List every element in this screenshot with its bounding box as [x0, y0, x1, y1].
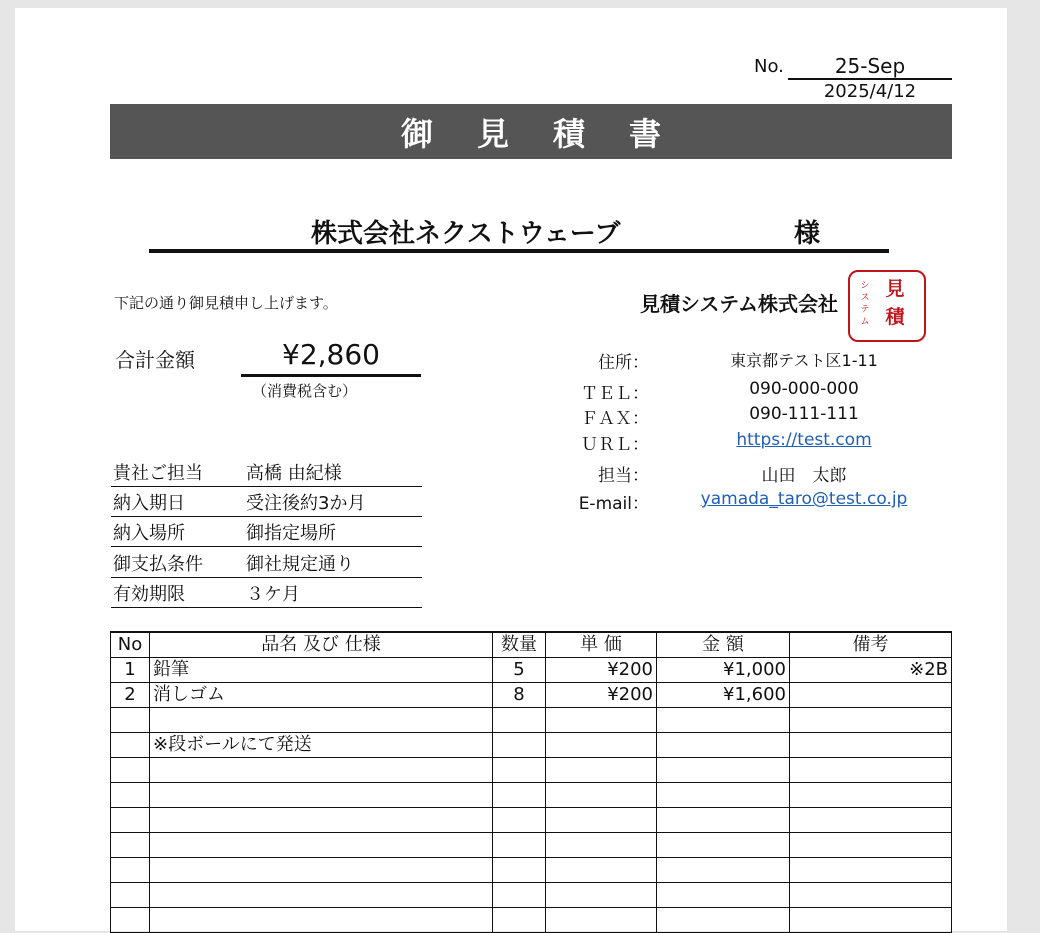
- remarks-cell: [790, 858, 952, 883]
- condition-row: [111, 486, 422, 517]
- condition-label: 御支払条件: [113, 554, 203, 575]
- table-row: [111, 808, 952, 833]
- table-row: [111, 658, 952, 683]
- row-no-cell: [111, 908, 150, 933]
- row-no-cell: [111, 783, 150, 808]
- unit-price-cell: [546, 883, 657, 908]
- table-row: [111, 758, 952, 783]
- intro-text: 下記の通り御見積申し上げます。: [114, 294, 338, 312]
- doc-number: 25-Sep: [788, 54, 952, 80]
- condition-value: 高橋 由紀様: [246, 463, 342, 484]
- doc-number-label: No.: [754, 56, 784, 77]
- email-link[interactable]: yamada_taro@test.co.jp: [700, 489, 908, 509]
- table-row: [111, 683, 952, 708]
- items-table: [110, 631, 952, 933]
- url-label: ＵＲＬ：: [581, 435, 649, 455]
- fax-value: 090-111-111: [749, 404, 859, 424]
- tel-value: 090-000-000: [749, 379, 859, 399]
- quantity-cell: [493, 783, 546, 808]
- remarks-cell: [790, 808, 952, 833]
- address-label: 住所：: [598, 353, 649, 373]
- row-no-cell: [111, 833, 150, 858]
- issue-date: 2025/4/12: [823, 81, 917, 102]
- unit-price-cell: ¥200: [546, 683, 657, 708]
- unit-price-cell: [546, 908, 657, 933]
- address-value: 東京都テスト区1-11: [730, 351, 878, 370]
- condition-label: 貴社ご担当: [113, 463, 203, 484]
- unit-price-cell: [546, 783, 657, 808]
- item-name-cell: [150, 858, 493, 883]
- amount-cell: [657, 883, 790, 908]
- contact-name: 山田 太郎: [761, 466, 847, 486]
- quantity-cell: [493, 908, 546, 933]
- condition-label: 納入期日: [113, 493, 185, 514]
- quantity-cell: [493, 883, 546, 908]
- quantity-cell: 5: [493, 658, 546, 683]
- table-row: [111, 733, 952, 758]
- quantity-cell: [493, 708, 546, 733]
- remarks-cell: [790, 683, 952, 708]
- table-row: [111, 908, 952, 933]
- quantity-cell: [493, 858, 546, 883]
- item-name-cell: [150, 708, 493, 733]
- quantity-cell: [493, 833, 546, 858]
- header-no: No: [111, 632, 150, 658]
- quantity-cell: 8: [493, 683, 546, 708]
- item-name-cell: [150, 808, 493, 833]
- unit-price-cell: [546, 708, 657, 733]
- amount-cell: [657, 833, 790, 858]
- unit-price-cell: [546, 758, 657, 783]
- unit-price-cell: [546, 808, 657, 833]
- unit-price-cell: [546, 833, 657, 858]
- condition-value: 御社規定通り: [246, 554, 354, 575]
- row-no-cell: [111, 883, 150, 908]
- company-seal-stamp: [848, 270, 926, 342]
- table-row: [111, 783, 952, 808]
- quantity-cell: [493, 808, 546, 833]
- row-no-cell: [111, 858, 150, 883]
- client-name: 株式会社ネクストウェーブ: [311, 219, 621, 249]
- item-name-cell: 消しゴム: [150, 683, 493, 708]
- amount-cell: [657, 808, 790, 833]
- item-name-cell: [150, 883, 493, 908]
- condition-value: 受注後約3か月: [246, 493, 366, 514]
- condition-row: [111, 547, 422, 578]
- remarks-cell: [790, 783, 952, 808]
- amount-cell: ¥1,000: [657, 658, 790, 683]
- remarks-cell: [790, 833, 952, 858]
- row-no-cell: [111, 808, 150, 833]
- table-row: [111, 708, 952, 733]
- condition-value: 御指定場所: [246, 523, 336, 544]
- document-title: 御見積書: [110, 104, 952, 159]
- amount-cell: [657, 908, 790, 933]
- fax-label: ＦＡＸ：: [581, 409, 649, 429]
- item-name-cell: [150, 758, 493, 783]
- row-no-cell: [111, 733, 150, 758]
- table-row: [111, 883, 952, 908]
- header-remarks: 備考: [790, 632, 952, 658]
- item-name-cell: 鉛筆: [150, 658, 493, 683]
- header-amount: 金 額: [657, 632, 790, 658]
- quantity-cell: [493, 733, 546, 758]
- condition-row: [111, 516, 422, 547]
- total-label: 合計金額: [115, 348, 195, 372]
- item-name-cell: [150, 908, 493, 933]
- remarks-cell: [790, 708, 952, 733]
- unit-price-cell: ¥200: [546, 658, 657, 683]
- table-row: [111, 833, 952, 858]
- row-no-cell: [111, 708, 150, 733]
- url-link[interactable]: https://test.com: [736, 430, 872, 450]
- remarks-cell: [790, 908, 952, 933]
- row-no-cell: [111, 758, 150, 783]
- item-name-cell: [150, 783, 493, 808]
- condition-label: 有効期限: [113, 584, 185, 605]
- estimate-sheet: [15, 8, 1007, 931]
- table-row: [111, 858, 952, 883]
- item-name-cell: ※段ボールにて発送: [150, 733, 493, 758]
- amount-cell: [657, 733, 790, 758]
- remarks-cell: [790, 883, 952, 908]
- condition-value: ３ケ月: [246, 584, 300, 605]
- header-qty: 数量: [493, 632, 546, 658]
- amount-cell: [657, 758, 790, 783]
- tel-label: ＴＥＬ：: [581, 384, 649, 404]
- condition-row: [111, 577, 422, 608]
- amount-cell: [657, 783, 790, 808]
- client-honorific: 様: [794, 219, 821, 249]
- remarks-cell: ※2B: [790, 658, 952, 683]
- amount-cell: ¥1,600: [657, 683, 790, 708]
- contact-label: 担当：: [598, 466, 649, 486]
- client-block: [149, 209, 889, 253]
- header-item: 品名 及び 仕様: [150, 632, 493, 658]
- amount-cell: [657, 708, 790, 733]
- unit-price-cell: [546, 858, 657, 883]
- row-no-cell: 2: [111, 683, 150, 708]
- seal-small-text: システム: [860, 281, 870, 327]
- remarks-cell: [790, 758, 952, 783]
- email-label: E-mail：: [578, 494, 649, 514]
- condition-label: 納入場所: [113, 523, 185, 544]
- item-name-cell: [150, 833, 493, 858]
- quantity-cell: [493, 758, 546, 783]
- tax-note: （消費税含む）: [252, 382, 358, 400]
- row-no-cell: 1: [111, 658, 150, 683]
- table-header-row: [111, 632, 952, 658]
- seal-main-text: 見積: [885, 278, 905, 328]
- condition-row: [111, 456, 422, 487]
- remarks-cell: [790, 733, 952, 758]
- total-amount: ¥2,860: [241, 338, 421, 377]
- issuer-company: 見積システム株式会社: [640, 292, 838, 316]
- header-unit-price: 単 価: [546, 632, 657, 658]
- unit-price-cell: [546, 733, 657, 758]
- amount-cell: [657, 858, 790, 883]
